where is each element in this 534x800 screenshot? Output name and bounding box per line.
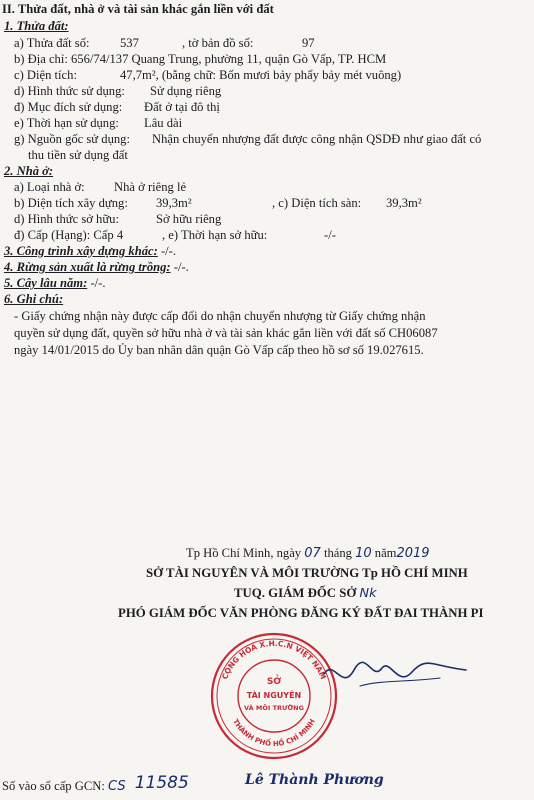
origin-label: g) Nguồn gốc sử dụng: [14, 132, 130, 146]
perennial-row [4, 276, 105, 291]
ownership-form-label: d) Hình thức sở hữu: [14, 212, 119, 226]
issue-year: 2019 [396, 546, 430, 561]
register-label: Số vào sổ cấp GCN: [2, 779, 105, 793]
note-line-2: quyền sử dụng đất, quyền sở hữu nhà ở và tài sản khác gắn liền với đất số CH06087 [14, 326, 438, 340]
ownership-form-value: Sở hữu riêng [156, 212, 222, 226]
floor-area-label: , c) Diện tích sàn: [272, 196, 362, 210]
signer-name: Lê Thành Phương [245, 772, 384, 788]
construction-area-label: b) Diện tích xây dựng: [14, 196, 128, 210]
house-area-row [14, 196, 422, 211]
usage-form-value: Sử dụng riêng [150, 84, 222, 98]
parcel-number-row [14, 36, 315, 51]
grade-label: đ) Cấp (Hạng): Cấp 4 [14, 228, 124, 242]
issue-date-row [186, 546, 430, 561]
issue-year-label: năm [374, 546, 397, 560]
floor-area-value: 39,3m² [386, 196, 422, 210]
signer-role: PHÓ GIÁM ĐỐC VĂN PHÒNG ĐĂNG KÝ ĐẤT ĐAI THÀNH PI [118, 606, 484, 620]
seal-center-2: TÀI NGUYÊN [246, 691, 302, 700]
usage-term-row [14, 116, 183, 131]
handwritten-signature [320, 652, 470, 702]
seal-outer-text: CỘNG HÒA X.H.C.N VIỆT NAM [220, 638, 328, 681]
issue-day: 07 [304, 546, 321, 561]
parcel-number-label: a) Thửa đất số: [14, 36, 90, 50]
authorization-text: TUQ. GIÁM ĐỐC SỞ [234, 586, 357, 600]
ownership-term-value: -/- [324, 228, 336, 242]
perennial-value: -/-. [90, 276, 106, 290]
origin-value: Nhận chuyển nhượng đất được công nhận QSDĐ như giao đất có [152, 132, 482, 146]
register-row [2, 773, 189, 794]
ownership-form-row [14, 212, 222, 227]
land-parcel-heading: 1. Thửa đất: [4, 19, 69, 33]
usage-purpose-value: Đất ở tại đô thị [144, 100, 220, 114]
house-type-row [14, 180, 187, 195]
usage-purpose-row [14, 100, 220, 115]
issuing-org: SỞ TÀI NGUYÊN VÀ MÔI TRƯỜNG Tp HỒ CHÍ MINH [146, 566, 468, 580]
area-label: c) Diện tích: [14, 68, 77, 82]
forest-label: 4. Rừng sản xuất là rừng trồng: [4, 260, 171, 274]
forest-value: -/-. [173, 260, 189, 274]
house-heading: 2. Nhà ở: [4, 164, 54, 178]
note-line-1: - Giấy chứng nhận này được cấp đổi do nhận chuyển nhượng từ Giấy chứng nhận [14, 309, 426, 323]
issue-place-label: Tp Hồ Chí Minh, ngày [186, 546, 302, 560]
authorization-line [234, 586, 376, 601]
map-sheet-label: , tờ bản đồ số: [182, 36, 254, 50]
origin-row [14, 132, 482, 147]
issue-month-label: tháng [323, 546, 352, 560]
construction-area-value: 39,3m² [156, 196, 192, 210]
seal-center-3: VÀ MÔI TRƯỜNG [244, 704, 304, 712]
section-heading: II. Thửa đất, nhà ở và tài sản khác gắn liền với đất [2, 2, 274, 16]
other-works-row [4, 244, 176, 259]
origin-value-cont: thu tiền sử dụng đất [28, 148, 128, 162]
register-number: 11585 [134, 773, 189, 793]
grade-row [14, 228, 336, 243]
area-row [14, 68, 402, 83]
house-type-label: a) Loại nhà ở: [14, 180, 85, 194]
area-value: 47,7m², (bằng chữ: Bốn mươi bảy phẩy bảy mét vuông) [120, 68, 402, 82]
register-code: CS [108, 779, 126, 794]
usage-purpose-label: đ) Mục đích sử dụng: [14, 100, 123, 114]
address-row: b) Địa chỉ: 656/74/137 Quang Trung, phường 11, quận Gò Vấp, TP. HCM [14, 52, 387, 66]
usage-form-row [14, 84, 222, 99]
notes-heading: 6. Ghi chú: [4, 292, 64, 306]
other-works-value: -/-. [160, 244, 177, 258]
issue-month: 10 [355, 546, 372, 561]
usage-term-value: Lâu dài [144, 116, 183, 130]
map-sheet-value: 97 [302, 36, 315, 50]
house-type-value: Nhà ở riêng lẻ [114, 180, 187, 194]
other-works-label: 3. Công trình xây dựng khác: [4, 244, 158, 258]
usage-term-label: e) Thời hạn sử dụng: [14, 116, 119, 130]
forest-row [4, 260, 189, 275]
seal-center-1: SỞ [266, 677, 282, 687]
usage-form-label: d) Hình thức sử dụng: [14, 84, 125, 98]
note-line-3: ngày 14/01/2015 do Ủy ban nhân dân quận Gò Vấp cấp theo hồ sơ số 19.027615. [14, 343, 424, 357]
authorization-handwritten: Nk [359, 586, 377, 601]
parcel-number-value: 537 [120, 36, 139, 50]
perennial-label: 5. Cây lâu năm: [4, 276, 88, 290]
ownership-term-label: , e) Thời hạn sở hữu: [162, 228, 268, 242]
seal-bottom-text: THÀNH PHỐ HỒ CHÍ MINH [231, 717, 317, 749]
